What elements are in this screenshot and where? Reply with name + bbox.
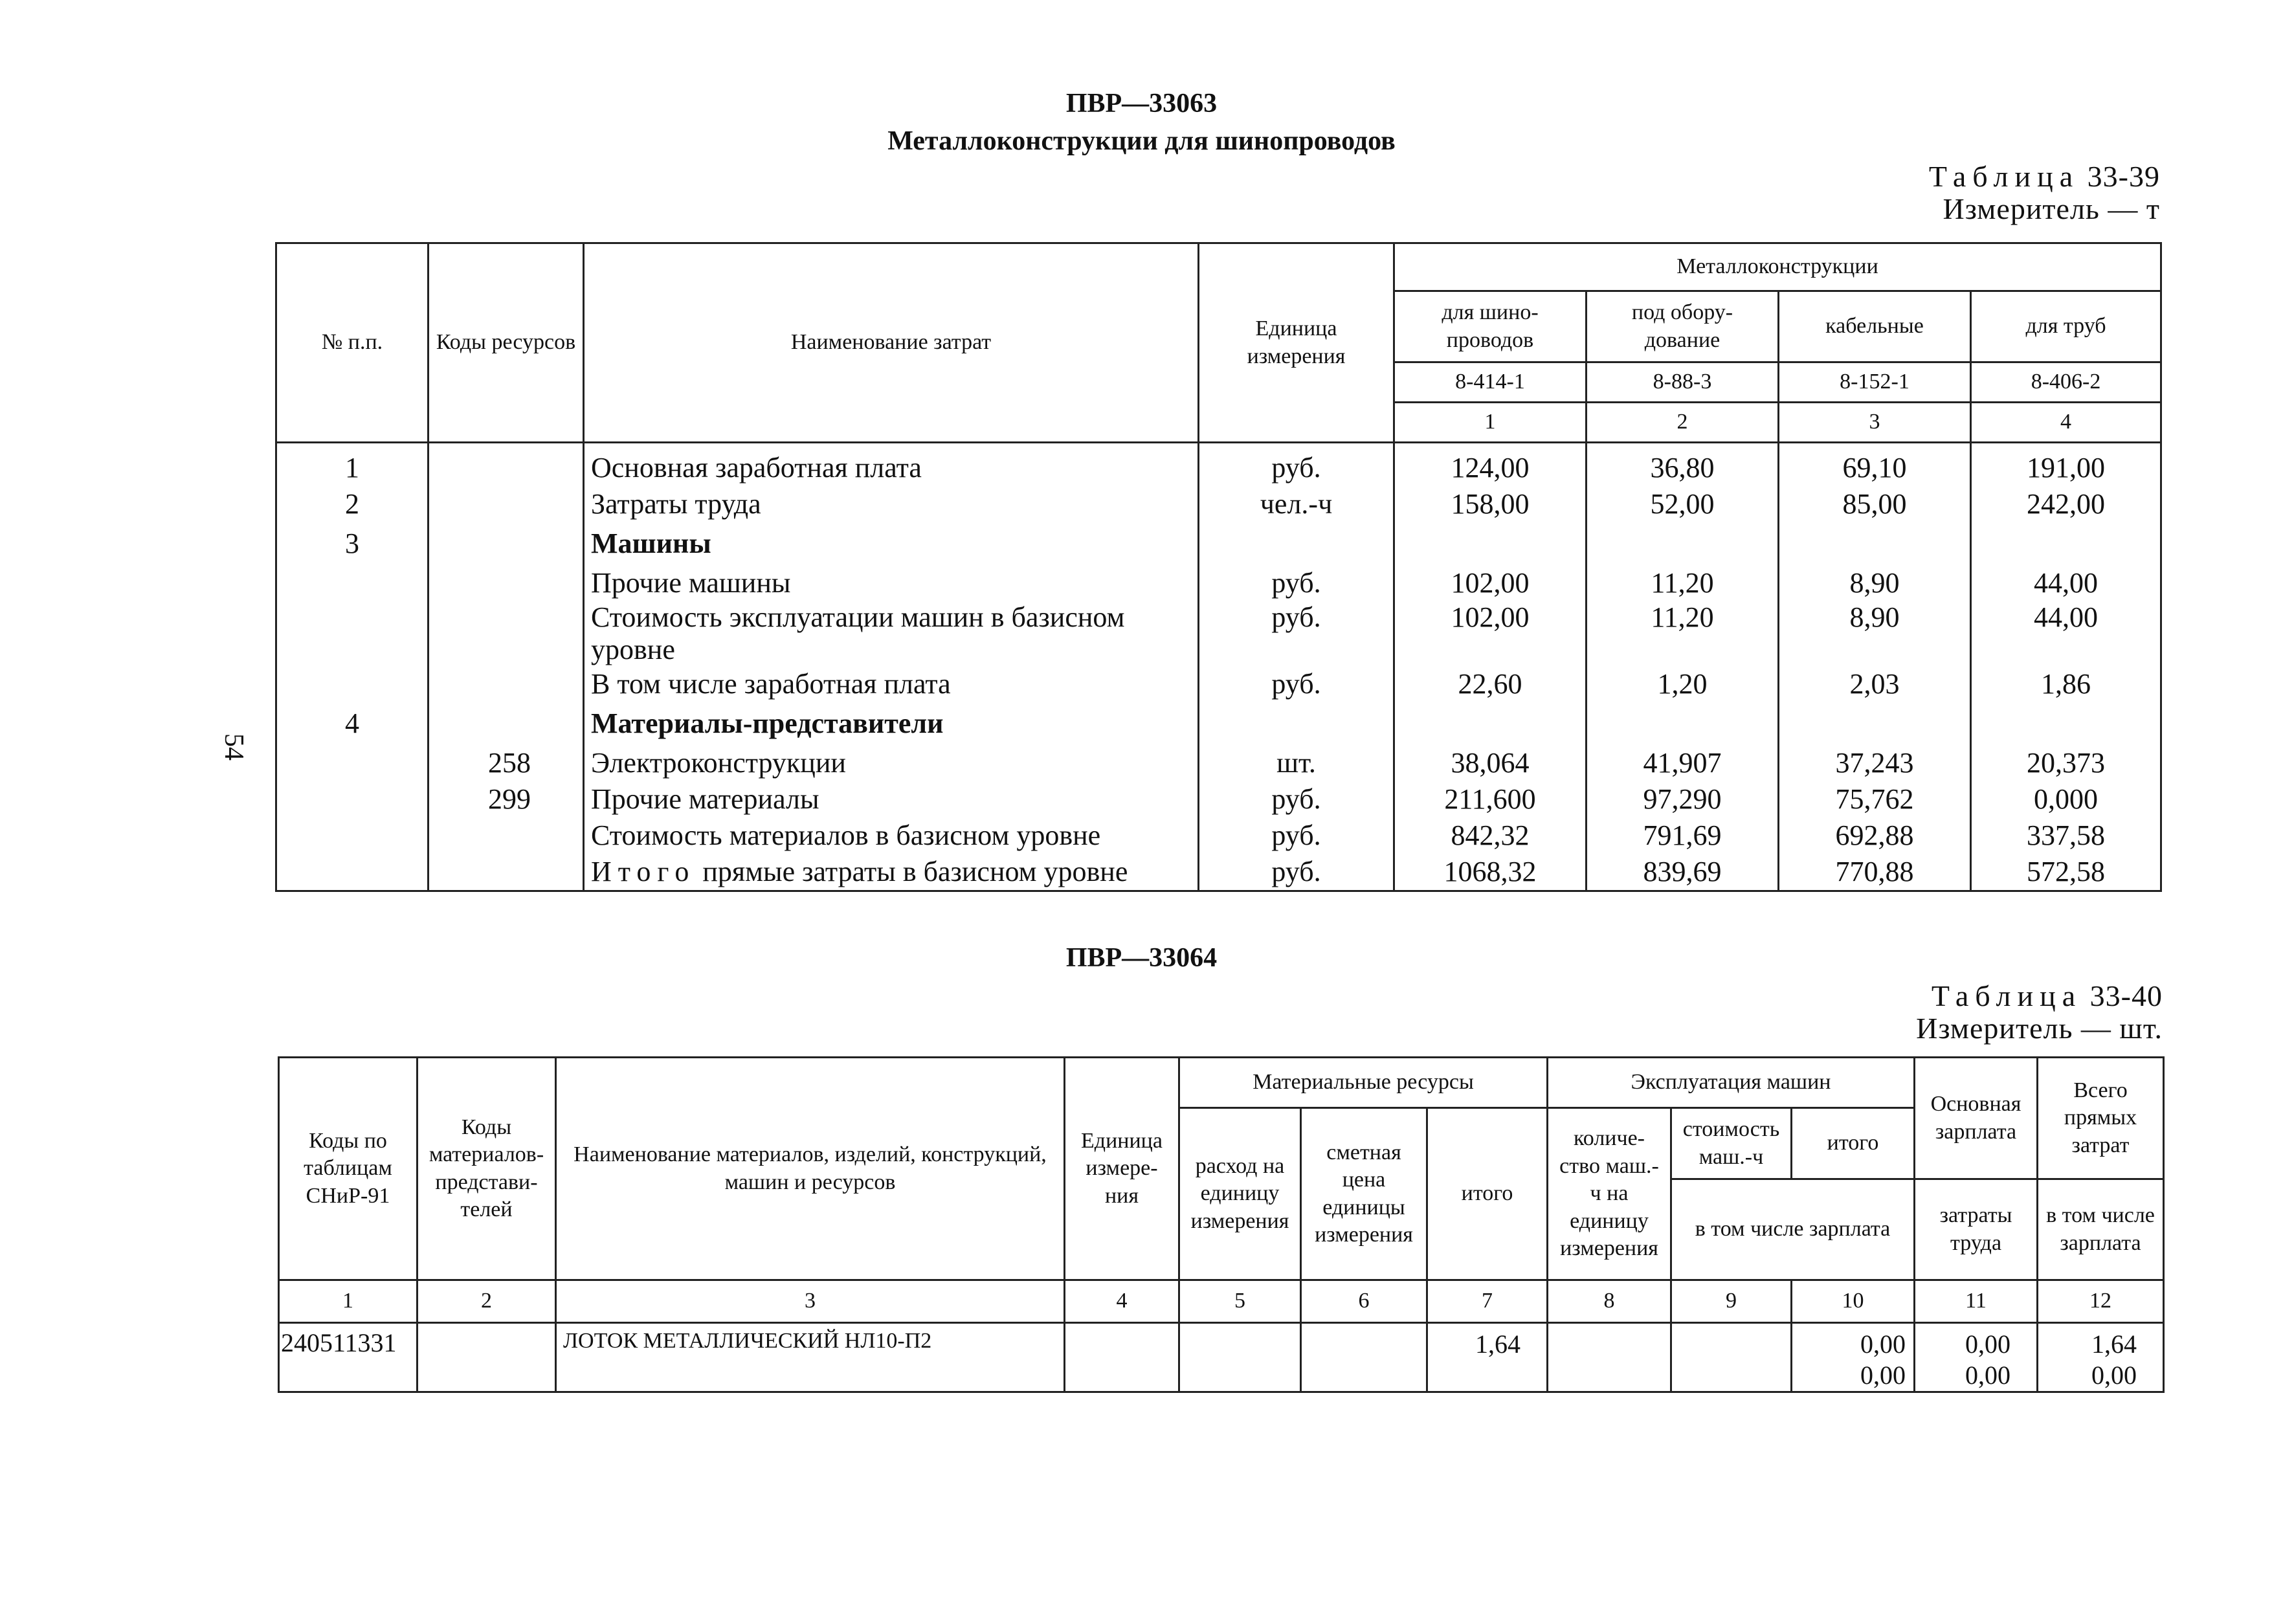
table-cell: 44,00 xyxy=(2034,567,2099,599)
table2-number: 33-40 xyxy=(2089,979,2163,1012)
table-cell: 211,600 xyxy=(1444,783,1536,815)
hdr2-c10: итого xyxy=(1792,1108,1915,1179)
table-cell: 41,907 xyxy=(1643,747,1722,779)
hdr2-num-1: 1 xyxy=(279,1280,418,1323)
table-row xyxy=(284,745,421,781)
row-c12 xyxy=(2038,1323,2164,1392)
table1-label: Таблица xyxy=(1928,160,2080,193)
table2-caption xyxy=(1932,979,2163,1013)
table-cell: 8,90 xyxy=(1849,567,1900,599)
table2-measure: Измеритель — шт. xyxy=(1916,1012,2163,1045)
col-num xyxy=(276,443,429,891)
row-c10 xyxy=(1792,1323,1915,1392)
hdr2-c12-top: Всего прямых затрат xyxy=(2038,1058,2164,1179)
row-c10-a: 0,00 xyxy=(1860,1329,1906,1359)
table-cell xyxy=(1786,522,1963,565)
hdr2-c12-bottom: в том числе зарплата xyxy=(2038,1179,2164,1280)
total-prefix: Итого xyxy=(591,856,696,887)
table-row xyxy=(1206,522,1387,565)
row-mat-code xyxy=(418,1323,556,1392)
section1-title: Металлоконструкции для шинопроводов xyxy=(887,126,1396,156)
table-row: шт. xyxy=(1276,747,1316,779)
table-row: чел.-ч xyxy=(1260,488,1333,520)
table-cell: 572,58 xyxy=(2027,856,2106,887)
col-value-1 xyxy=(1394,443,1587,891)
table-row: 258 xyxy=(488,747,531,779)
hdr2-c2: Коды материалов-представи-телей xyxy=(418,1058,556,1280)
row-c11-a: 0,00 xyxy=(1965,1329,2011,1359)
table-row: Стоимость эксплуатации машин в базисном уровне xyxy=(591,601,1125,665)
row-c12-a: 1,64 xyxy=(2091,1329,2137,1359)
hdr2-c7: итого xyxy=(1427,1108,1548,1280)
page-number: 54 xyxy=(219,733,249,761)
table-cell: 839,69 xyxy=(1643,856,1722,887)
col-unit xyxy=(1199,443,1394,891)
table-cell: 37,243 xyxy=(1835,747,1914,779)
table-cell xyxy=(1786,702,1963,745)
hdr2-c5: расход на единицу измерения xyxy=(1179,1108,1301,1280)
table-row: руб. xyxy=(1271,668,1321,700)
table-cell: 36,80 xyxy=(1650,452,1715,484)
table2-label: Таблица xyxy=(1931,979,2082,1012)
col-name xyxy=(584,443,1199,891)
table-row: Машины xyxy=(591,528,711,559)
hdr2-mach-group: Эксплуатация машин xyxy=(1548,1058,1915,1108)
table-cell: 97,290 xyxy=(1643,783,1722,815)
table1-number: 33-39 xyxy=(2087,160,2160,193)
table-cell xyxy=(1401,522,1579,565)
hdr2-num-6: 6 xyxy=(1301,1280,1427,1323)
table-row: В том числе заработная плата xyxy=(591,668,951,700)
hdr2-c11-bottom: затраты труда xyxy=(1915,1179,2038,1280)
table-row: руб. xyxy=(1271,783,1321,815)
hdr-colnum-4: 4 xyxy=(1971,403,2161,443)
table-cell: 85,00 xyxy=(1842,488,1907,520)
table-cell: 1,20 xyxy=(1657,668,1708,700)
row-c7: 1,64 xyxy=(1427,1323,1548,1392)
table-row xyxy=(279,1323,2164,1392)
table-row: 1 xyxy=(345,452,359,484)
row-c8 xyxy=(1548,1323,1671,1392)
hdr2-mat-group: Материальные ресурсы xyxy=(1179,1058,1548,1108)
hdr-code-2: 8-88-3 xyxy=(1587,362,1779,403)
hdr-group: Металлоконструкции xyxy=(1394,243,2161,291)
table-cell: 20,373 xyxy=(2027,747,2106,779)
table-cell xyxy=(1401,702,1579,745)
hdr-codes: Коды ресурсов xyxy=(429,243,584,443)
hdr2-num-11: 11 xyxy=(1915,1280,2038,1323)
hdr2-c1: Коды по таблицам СНиР-91 xyxy=(279,1058,418,1280)
hdr-code-4: 8-406-2 xyxy=(1971,362,2161,403)
row-c5 xyxy=(1179,1323,1301,1392)
table-row: Затраты труда xyxy=(591,488,761,520)
hdr-col-4: для труб xyxy=(1971,291,2161,362)
table-row xyxy=(284,601,421,666)
table-cell: 842,32 xyxy=(1451,819,1530,851)
hdr-name: Наименование затрат xyxy=(584,243,1199,443)
col-code xyxy=(429,443,584,891)
table-row xyxy=(436,565,531,601)
hdr2-num-10: 10 xyxy=(1792,1280,1915,1323)
table-row xyxy=(436,486,531,522)
table-cell: 11,20 xyxy=(1651,601,1714,633)
table-row xyxy=(284,854,421,890)
table-row xyxy=(436,854,531,890)
table-cell: 242,00 xyxy=(2027,488,2106,520)
table-row: Электроконструкции xyxy=(591,747,846,779)
table-cell: 2,03 xyxy=(1849,668,1900,700)
col-value-4 xyxy=(1971,443,2161,891)
hdr2-c4: Единица измере-ния xyxy=(1065,1058,1179,1280)
table-row xyxy=(591,854,1191,890)
table-cell: 0,000 xyxy=(2034,783,2099,815)
table-row: Основная заработная плата xyxy=(591,452,922,484)
total-label: прямые затраты в базисном уровне xyxy=(702,856,1128,887)
table-row: 4 xyxy=(345,707,359,739)
table-row xyxy=(284,666,421,702)
table-cell: 191,00 xyxy=(2027,452,2106,484)
table-row: руб. xyxy=(1271,819,1321,851)
table-cell: 38,064 xyxy=(1451,747,1530,779)
hdr-col-3: кабельные xyxy=(1779,291,1971,362)
table-row: Прочие материалы xyxy=(591,783,819,815)
table-cell xyxy=(1978,522,2154,565)
table-cell: 52,00 xyxy=(1650,488,1715,520)
table-row: 2 xyxy=(345,488,359,520)
col-value-3 xyxy=(1779,443,1971,891)
row-name: ЛОТОК МЕТАЛЛИЧЕСКИЙ НЛ10-П2 xyxy=(556,1323,1065,1392)
hdr-col-2: под обору- дование xyxy=(1587,291,1779,362)
table-row: Прочие машины xyxy=(591,567,791,599)
hdr2-c9: стоимость маш.-ч xyxy=(1671,1108,1792,1179)
hdr-code-1: 8-414-1 xyxy=(1394,362,1587,403)
table-row xyxy=(1206,702,1387,745)
table-cell: 770,88 xyxy=(1835,856,1914,887)
hdr2-incl-wage: в том числе зарплата xyxy=(1671,1179,1915,1280)
table-cell: 22,60 xyxy=(1458,668,1522,700)
hdr2-num-9: 9 xyxy=(1671,1280,1792,1323)
table-cell xyxy=(1594,702,1771,745)
table-cell: 158,00 xyxy=(1451,488,1530,520)
table1-measure: Измеритель — т xyxy=(1943,192,2160,225)
table-row: руб. xyxy=(1271,856,1321,887)
hdr2-num-2: 2 xyxy=(418,1280,556,1323)
table-row: руб. xyxy=(1271,567,1321,599)
table-cell: 791,69 xyxy=(1643,819,1722,851)
hdr-code-3: 8-152-1 xyxy=(1779,362,1971,403)
hdr2-num-12: 12 xyxy=(2038,1280,2164,1323)
hdr2-num-4: 4 xyxy=(1065,1280,1179,1323)
hdr-colnum-1: 1 xyxy=(1394,403,1587,443)
col-value-2 xyxy=(1587,443,1779,891)
table-cell: 124,00 xyxy=(1451,452,1530,484)
table-cell xyxy=(1594,522,1771,565)
table-row: Стоимость материалов в базисном уровне xyxy=(591,819,1101,851)
table-cell: 102,00 xyxy=(1451,567,1530,599)
hdr-unit: Единица измерения xyxy=(1199,243,1394,443)
table-row: Материалы-представители xyxy=(591,707,944,739)
table-cell xyxy=(1978,702,2154,745)
hdr2-c11-top: Основная зарплата xyxy=(1915,1058,2038,1179)
table-row: 3 xyxy=(345,528,359,559)
table-33-39 xyxy=(275,242,2162,892)
hdr2-c3: Наименование материалов, изделий, конструкций, машин и ресурсов xyxy=(556,1058,1065,1280)
section2-code: ПВР—33064 xyxy=(1065,943,1218,973)
table-row: руб. xyxy=(1271,452,1321,484)
hdr2-num-3: 3 xyxy=(556,1280,1065,1323)
row-c10-b: 0,00 xyxy=(1860,1361,1906,1390)
table-row xyxy=(284,781,421,818)
hdr-col-1: для шино- проводов xyxy=(1394,291,1587,362)
row-c11-b: 0,00 xyxy=(1965,1361,2011,1390)
hdr-colnum-2: 2 xyxy=(1587,403,1779,443)
table-row: 299 xyxy=(488,783,531,815)
table-33-40 xyxy=(278,1056,2165,1393)
section1-code: ПВР—33063 xyxy=(1065,89,1218,118)
hdr2-c8: количе-ство маш.-ч на единицу измерения xyxy=(1548,1108,1671,1280)
table-cell: 692,88 xyxy=(1835,819,1914,851)
hdr2-num-5: 5 xyxy=(1179,1280,1301,1323)
hdr-colnum-3: 3 xyxy=(1779,403,1971,443)
hdr2-num-8: 8 xyxy=(1548,1280,1671,1323)
table-cell: 102,00 xyxy=(1451,601,1530,633)
row-c6 xyxy=(1301,1323,1427,1392)
table-cell: 44,00 xyxy=(2034,601,2099,633)
table1-caption xyxy=(1929,159,2160,194)
table-cell: 75,762 xyxy=(1835,783,1914,815)
table-cell: 69,10 xyxy=(1842,452,1907,484)
table-cell: 8,90 xyxy=(1849,601,1900,633)
table-cell: 11,20 xyxy=(1651,567,1714,599)
table-cell: 1,86 xyxy=(2041,668,2091,700)
row-c9 xyxy=(1671,1323,1792,1392)
table-row xyxy=(284,565,421,601)
table-cell: 337,58 xyxy=(2027,819,2106,851)
table-row xyxy=(436,450,531,486)
row-code: 240511331 xyxy=(279,1323,418,1392)
table-row xyxy=(436,818,531,854)
table-row: руб. xyxy=(1271,601,1321,633)
table-row xyxy=(436,666,531,702)
table-row xyxy=(436,601,531,666)
row-c12-b: 0,00 xyxy=(2091,1361,2137,1390)
hdr2-c6: сметная цена единицы измерения xyxy=(1301,1108,1427,1280)
hdr-num: № п.п. xyxy=(276,243,429,443)
table-cell: 1068,32 xyxy=(1443,856,1537,887)
table-row xyxy=(436,702,531,745)
table-row xyxy=(436,522,531,565)
table-row xyxy=(284,818,421,854)
hdr2-num-7: 7 xyxy=(1427,1280,1548,1323)
row-c11 xyxy=(1915,1323,2038,1392)
row-unit xyxy=(1065,1323,1179,1392)
